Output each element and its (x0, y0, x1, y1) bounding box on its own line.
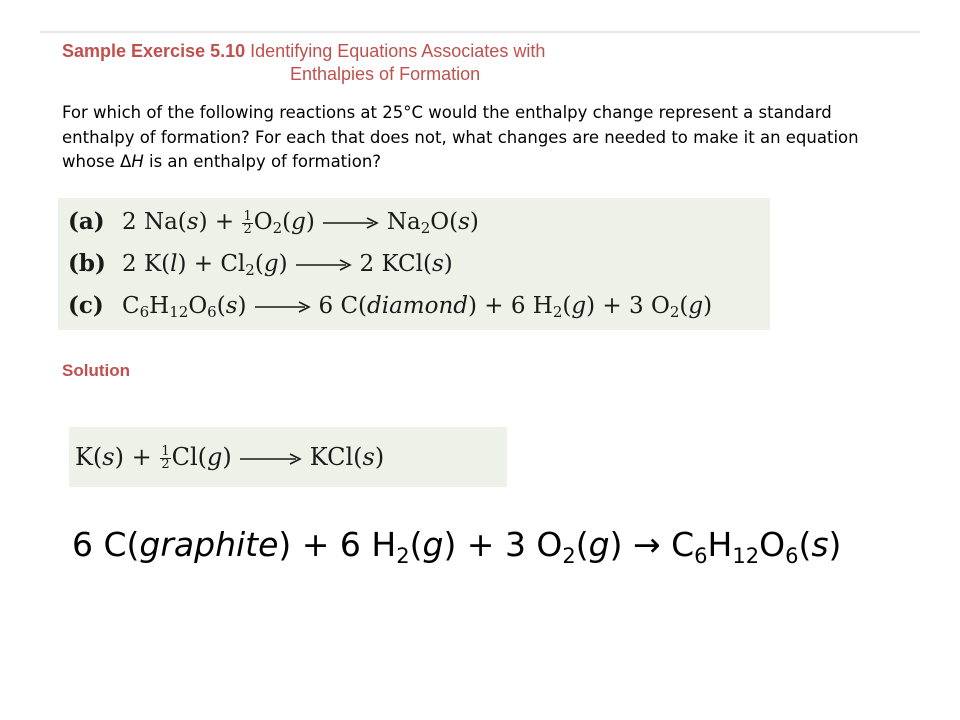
reaction-tag: (c) (68, 292, 104, 319)
reaction-equations-image (58, 198, 770, 330)
glucose-formation-equation: 6 C(graphite) + 6 $H_2(g) + 3$ $O_2(g) \to C_6H_{12}O_6(s)$ (72, 525, 842, 568)
exercise-header (62, 40, 922, 86)
reaction-arrow-icon (323, 217, 379, 229)
question-part2: is an enthalpy of formation? (143, 152, 382, 171)
reaction-tag: (a) (68, 208, 105, 235)
solution-equation-image (69, 427, 507, 487)
solution-heading: Solution (62, 361, 130, 380)
final-reactant-mid: ) + 6 H (278, 525, 397, 564)
exercise-title-line2: Enthalpies of Formation (290, 64, 481, 84)
reaction-arrow-icon (255, 301, 311, 313)
reaction-a: (a) 2 Na(s) + $\frac{1}{2}$ $O_2(g)$ $Na_2O(s)$ (68, 204, 479, 240)
exercise-label: Sample Exercise 5.10 (62, 41, 246, 61)
question-part1: For which of the following reactions at 25°C would the enthalpy change represent a standard enthalpy of formation? For each that does not, what changes are needed to make it an equation whose Δ (62, 103, 859, 171)
reaction-tag: (b) (68, 250, 106, 277)
final-state-graphite: graphite (139, 525, 279, 564)
question-italic-h: H (131, 152, 144, 171)
reaction-arrow-icon (240, 453, 302, 465)
reaction-b: (b) 2 $K(l) + Cl_2(g)$ 2 KCl(s) (68, 246, 453, 282)
exercise-title-line1: Identifying Equations Associates with (250, 41, 546, 61)
reaction-c: (c) $C_6H_{12}O_6(s)$ 6 C(diamond) + 6 $H_2(g) + 3$ $O_2(g)$ (68, 288, 712, 324)
top-rule (40, 31, 920, 33)
question-text (62, 101, 892, 175)
final-product: → C (632, 525, 695, 564)
final-reactant-prefix: 6 C( (72, 525, 140, 564)
solution-equation: K(s) + $\frac{1}{2}$ Cl(g) KCl(s) (75, 443, 385, 472)
reaction-arrow-icon (296, 259, 352, 271)
